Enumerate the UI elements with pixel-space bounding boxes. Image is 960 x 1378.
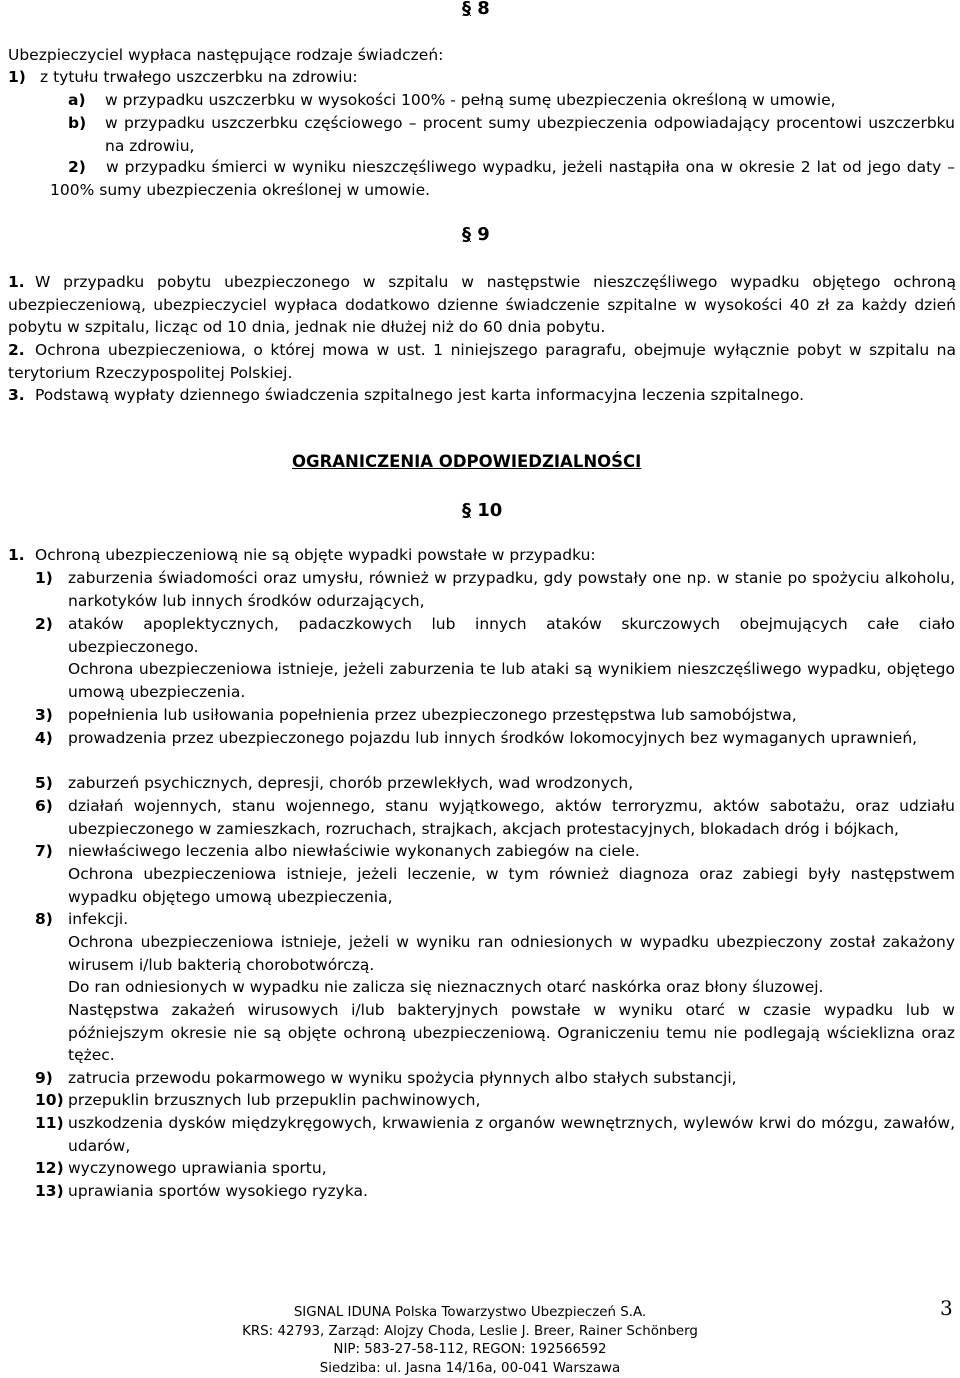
footer-line: SIGNAL IDUNA Polska Towarzystwo Ubezpieczeń S.A.: [220, 1304, 720, 1323]
subitem-label: a): [68, 89, 86, 112]
list-item-note: Do ran odniesionych w wypadku nie zalicza się nieznacznych otarć naskórka oraz błony śluzowej.: [68, 976, 955, 999]
list-item-note: Następstwa zakażeń wirusowych i/lub bakteryjnych powstałe w wyniku otarć w czasie wypadku lub w późniejszym okresie nie są objęte ochroną ubezpieczeniową. Ograniczeniu temu nie podlegają wścieklizna oraz tężec.: [68, 999, 955, 1067]
list-item-text: działań wojennych, stanu wojennego, stanu wyjątkowego, aktów terroryzmu, aktów sabotażu, oraz udziału ubezpieczonego w zamieszkach, rozruchach, strajkach, akcjach protestacyjnych, blokadach dróg i bójkach,: [68, 795, 955, 840]
section-sign: §: [462, 224, 471, 245]
section-8-heading: [462, 0, 490, 19]
paragraph-text: Ochroną ubezpieczeniową nie są objęte wypadki powstałe w przypadku:: [35, 544, 955, 567]
section-9-heading: [462, 224, 490, 245]
list-item-text: wyczynowego uprawiania sportu,: [68, 1157, 955, 1180]
list-item-label: 3): [35, 704, 53, 727]
list-item-label: 9): [35, 1067, 53, 1090]
section-number: 10: [477, 500, 502, 521]
list-item-text: ataków apoplektycznych, padaczkowych lub innych ataków skurczowych obejmujących całe ciało ubezpieczonego.: [68, 613, 955, 658]
list-item-label: 5): [35, 772, 53, 795]
section-sign: §: [462, 500, 471, 521]
list-item-text: popełnienia lub usiłowania popełnienia przez ubezpieczonego przestępstwa lub samobójstwa,: [68, 704, 955, 727]
footer-line: KRS: 42793, Zarząd: Alojzy Choda, Leslie J. Breer, Rainer Schönberg: [220, 1323, 720, 1342]
list-item-text: zaburzenia świadomości oraz umysłu, również w przypadku, gdy powstały one np. w stanie po spożyciu alkoholu, narkotyków lub innych środków odurzających,: [68, 567, 955, 612]
list-item-label: 12): [35, 1157, 64, 1180]
list-item-label: 13): [35, 1180, 64, 1203]
item-text: w przypadku śmierci w wyniku nieszczęśliwego wypadku, jeżeli nastąpiła ona w okresie 2 lat od jego daty – 100% sumy ubezpieczenia określonej w umowie.: [50, 156, 955, 201]
list-item-label: 4): [35, 727, 53, 750]
list-item-label: 10): [35, 1089, 64, 1112]
section-8-intro: Ubezpieczyciel wypłaca następujące rodzaje świadczeń:: [8, 44, 443, 67]
list-item-text: uszkodzenia dysków międzykręgowych, krwawienia z organów wewnętrznych, wylewów krwi do mózgu, zawałów, udarów,: [68, 1112, 955, 1157]
list-item-text: infekcji.: [68, 908, 955, 931]
list-item-label: 6): [35, 795, 53, 818]
section-number: 9: [477, 224, 490, 245]
subitem-text: w przypadku uszczerbku w wysokości 100% - pełną sumę ubezpieczenia określoną w umowie,: [105, 89, 955, 112]
list-item-label: 7): [35, 840, 53, 863]
list-item-text: niewłaściwego leczenia albo niewłaściwie wykonanych zabiegów na ciele.: [68, 840, 955, 863]
list-item-text: zatrucia przewodu pokarmowego w wyniku spożycia płynnych albo stałych substancji,: [68, 1067, 955, 1090]
section-number: 8: [477, 0, 490, 19]
item-label: 1): [8, 66, 26, 89]
paragraph-label: 1.: [8, 271, 25, 294]
list-item-text: uprawiania sportów wysokiego ryzyka.: [68, 1180, 955, 1203]
list-item-text: prowadzenia przez ubezpieczonego pojazdu lub innych środków lokomocyjnych bez wymaganych uprawnień,: [68, 727, 955, 750]
footer-line: Siedziba: ul. Jasna 14/16a, 00-041 Warszawa: [220, 1360, 720, 1378]
item-label: 2): [68, 156, 86, 179]
list-item-label: 11): [35, 1112, 64, 1135]
paragraph-text: W przypadku pobytu ubezpieczonego w szpitalu w następstwie nieszczęśliwego wypadku objętego ochroną ubezpieczeniową, ubezpieczyciel wypłaca dodatkowo dzienne świadczenie szpitalne w wysokości 40 zł za każdy dzień pobytu w szpitalu, licząc od 10 dnia, jednak nie dłużej niż do 60 dnia pobytu.: [8, 271, 956, 339]
paragraph-text: Ochrona ubezpieczeniowa, o której mowa w ust. 1 niniejszego paragrafu, obejmuje wyłącznie pobyt w szpitalu na terytorium Rzeczypospolitej Polskiej.: [8, 339, 956, 384]
list-item-label: 2): [35, 613, 53, 636]
list-item-text: zaburzeń psychicznych, depresji, chorób przewlekłych, wad wrodzonych,: [68, 772, 955, 795]
paragraph-label: 1.: [8, 544, 25, 567]
company-footer: [220, 1304, 720, 1378]
footer-line: NIP: 583-27-58-112, REGON: 192566592: [220, 1341, 720, 1360]
page-number: 3: [940, 1296, 953, 1320]
paragraph-text: Podstawą wypłaty dziennego świadczenia szpitalnego jest karta informacyjna leczenia szpitalnego.: [35, 384, 955, 407]
list-item-note: Ochrona ubezpieczeniowa istnieje, jeżeli leczenie, w tym również diagnoza oraz zabiegi były następstwem wypadku objętego umową ubezpieczenia,: [68, 863, 955, 908]
list-item-label: 8): [35, 908, 53, 931]
section-10-heading: [462, 500, 502, 521]
subitem-label: b): [68, 112, 86, 135]
paragraph-label: 3.: [8, 384, 25, 407]
list-item-note: Ochrona ubezpieczeniowa istnieje, jeżeli zaburzenia te lub ataki są wynikiem nieszczęśliwego wypadku, objętego umową ubezpieczenia.: [68, 658, 955, 703]
item-text: z tytułu trwałego uszczerbku na zdrowiu:: [40, 66, 358, 89]
list-item-label: 1): [35, 567, 53, 590]
list-item-note: Ochrona ubezpieczeniowa istnieje, jeżeli w wyniku ran odniesionych w wypadku ubezpieczony został zakażony wirusem i/lub bakterią chorobotwórczą.: [68, 931, 955, 976]
section-sign: §: [462, 0, 471, 19]
paragraph-label: 2.: [8, 339, 25, 362]
section-heading: OGRANICZENIA ODPOWIEDZIALNOŚCI: [292, 452, 641, 471]
list-item-text: przepuklin brzusznych lub przepuklin pachwinowych,: [68, 1089, 955, 1112]
subitem-text: w przypadku uszczerbku częściowego – procent sumy ubezpieczenia odpowiadający procentowi uszczerbku na zdrowiu,: [105, 112, 955, 157]
